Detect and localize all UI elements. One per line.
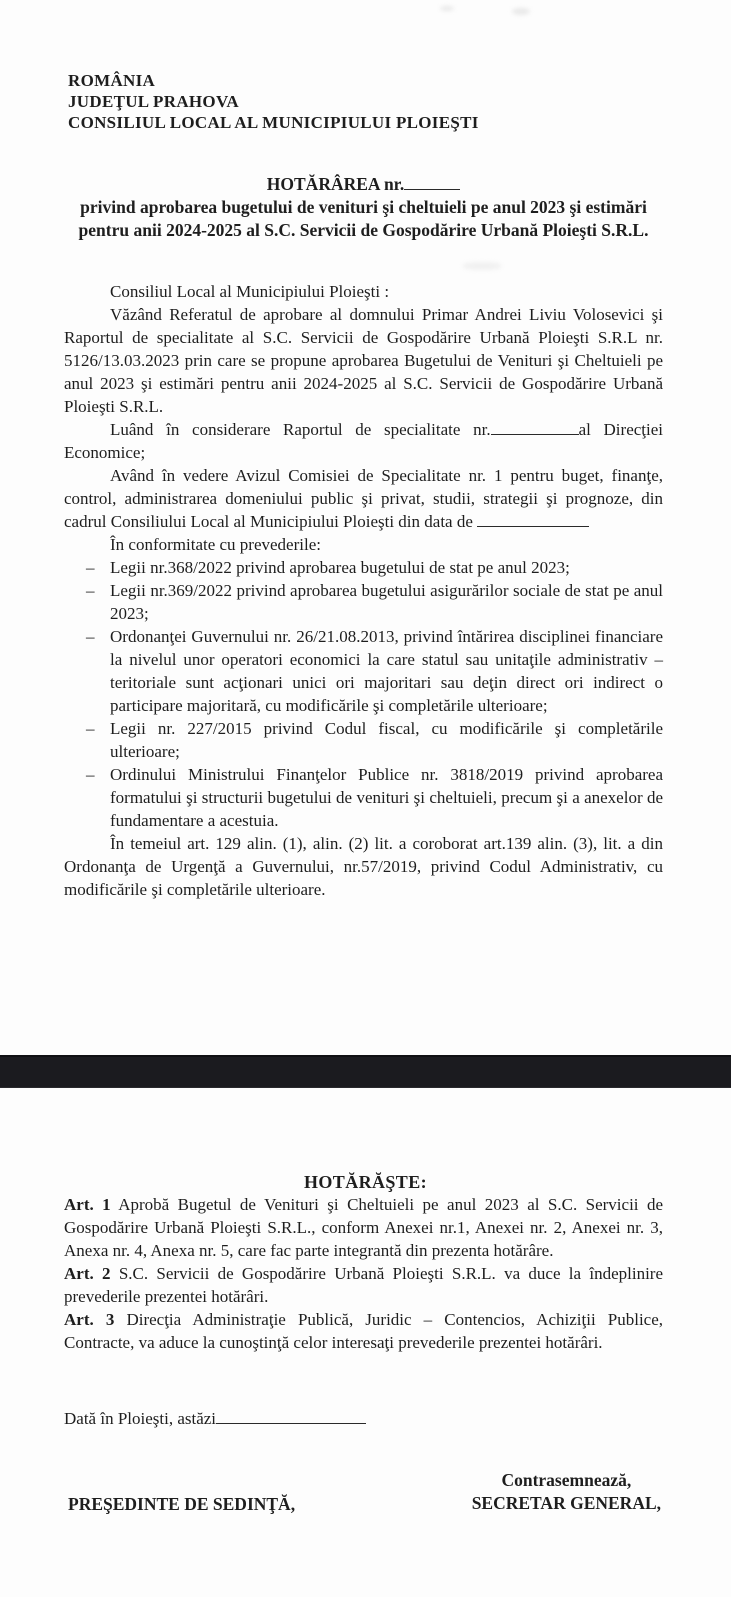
legal-basis-item-text: Ordonanţei Guvernului nr. 26/21.08.2013, privind întărirea disciplinei financiare la nivelul unor operatori economici la care statul sau unitaţile administrativ – teritoriale sunt acţionari unici ori majoritari sau deţin direct ori indirect o participare majoritară, cu modificările şi completările ulterioare; [110,627,663,715]
article-1-label: Art. 1 [64,1195,111,1214]
president-signature-title: PREŞEDINTE DE SEDINŢĂ, [68,1494,296,1514]
preamble-paragraph-2 [64,418,663,464]
blank-line-meeting-date [477,512,589,527]
legal-basis-item [64,717,663,763]
preamble [64,280,663,901]
article-1 [64,1193,663,1262]
subject-line-2: pentru anii 2024-2025 al S.C. Servicii de Gospodărire Urbană Ploieşti S.R.L. [78,220,649,240]
blank-line-issue-date [216,1409,366,1424]
dash-marker: – [86,627,95,646]
subject-line-1: privind aprobarea bugetului de venituri şi cheltuieli pe anul 2023 şi estimări [80,197,647,217]
title-block [64,173,663,242]
legal-basis-item [64,579,663,625]
legal-basis-item-text: Legii nr.368/2022 privind aprobarea bugetului de stat pe anul 2023; [110,558,570,577]
secretary-signature-title: SECRETAR GENERAL, [471,1493,661,1513]
blank-line-decision-number [404,175,460,190]
header-country: ROMÂNIA [68,71,156,90]
legal-basis-item-text: Ordinului Ministrului Finanţelor Publice nr. 3818/2019 privind aprobarea formatului şi structurii bugetului de venituri şi cheltuieli, precum şi a anexelor de fundamentare a acestuia. [110,765,663,830]
preamble-paragraph-1: Văzând Referatul de aprobare al domnului Primar Andrei Liviu Volosevici şi Raportul de specialitate al S.C. Servicii de Gospodărire Urbană Ploieşti S.R.L nr. 5126/13.03.2023 prin care se propune aprobarea Bugetului de Venituri şi Cheltuieli pe anul 2023 şi estimări pentru anii 2024-2025 al S.C. Servicii de Gospodărire Urbană Ploieşti S.R.L. [64,305,663,416]
preamble-paragraph-4: În conformitate cu prevederile: [110,535,321,554]
legal-basis-item-text: Legii nr. 227/2015 privind Codul fiscal, cu modificările şi completările ulterioare; [110,719,663,761]
legal-basis-item [64,763,663,832]
dash-marker: – [86,581,95,600]
signature-block [0,1469,731,1515]
dash-marker: – [86,719,95,738]
preamble-paragraph-3 [64,464,663,533]
legal-basis-item [64,556,663,579]
article-3 [64,1308,663,1354]
article-2-text: S.C. Servicii de Gospodărire Urbană Ploieşti S.R.L. va duce la îndeplinire prevederile prezentei hotărâri. [64,1264,664,1306]
dated-line [0,1409,731,1429]
dated-line-text: Dată în Ploieşti, astăzi [64,1409,217,1428]
salutation: Consiliul Local al Municipiului Ploieşti : [110,282,390,301]
decision-heading: HOTĂRĂŞTE: [303,1172,428,1192]
preamble-paragraph-2-part1: Luând în considerare Raportul de specialitate nr. [110,420,491,439]
dash-marker: – [86,558,95,577]
article-2-label: Art. 2 [64,1264,111,1283]
decision-title-label: HOTĂRÂREA nr. [266,174,405,194]
articles [0,1193,731,1354]
article-3-label: Art. 3 [64,1310,115,1329]
header-council: CONSILIUL LOCAL AL MUNICIPIULUI PLOIEŞTI [68,113,479,132]
decision-title [64,173,663,196]
dash-marker: – [86,765,95,784]
preamble-paragraph-2-part2: al Direcţiei Economice; [64,420,663,462]
secretary-signature-block [472,1469,661,1515]
document-header [64,70,663,133]
preamble-paragraph-3-part1: Având în vedere Avizul Comisiei de Specialitate nr. 1 pentru buget, finanţe, control, administrarea domeniului public şi privat, studii, strategii şi prognoze, din cadrul Consiliului Local al Municipiului Ploieşti din data de [64,466,663,531]
article-2 [64,1262,663,1308]
legal-basis-item-text: Legii nr.369/2022 privind aprobarea bugetului asigurărilor sociale de stat pe anul 2023; [110,581,663,623]
article-1-text: Aprobă Bugetul de Venituri şi Cheltuieli pe anul 2023 al S.C. Servicii de Gospodărire Urbană Ploieşti S.R.L., conform Anexei nr.1, Anexei nr. 2, Anexei nr. 3, Anexa nr. 4, Anexa nr. 5, care fac parte integrantă din prezenta hotărâre. [64,1195,664,1260]
closing-preamble: În temeiul art. 129 alin. (1), alin. (2) lit. a coroborat art.139 alin. (3), lit. a din Ordonanţa de Urgenţă a Guvernului, nr.57/2019, privind Codul Administrativ, cu modificările şi completările ulterioare. [64,834,663,899]
countersign-label: Contrasemnează, [501,1470,632,1490]
legal-basis-list [64,556,663,832]
blank-line-report-number [491,420,579,435]
legal-basis-item [64,625,663,717]
redaction-bar [0,1055,731,1088]
bottom-section [0,1055,731,1515]
header-county: JUDEŢUL PRAHOVA [68,92,239,111]
article-3-text: Direcţia Administraţie Publică, Juridic – Contencios, Achiziţii Publice, Contracte, va aduce la cunoştinţă celor interesaţi prevederile prezentei hotărâri. [64,1310,664,1352]
